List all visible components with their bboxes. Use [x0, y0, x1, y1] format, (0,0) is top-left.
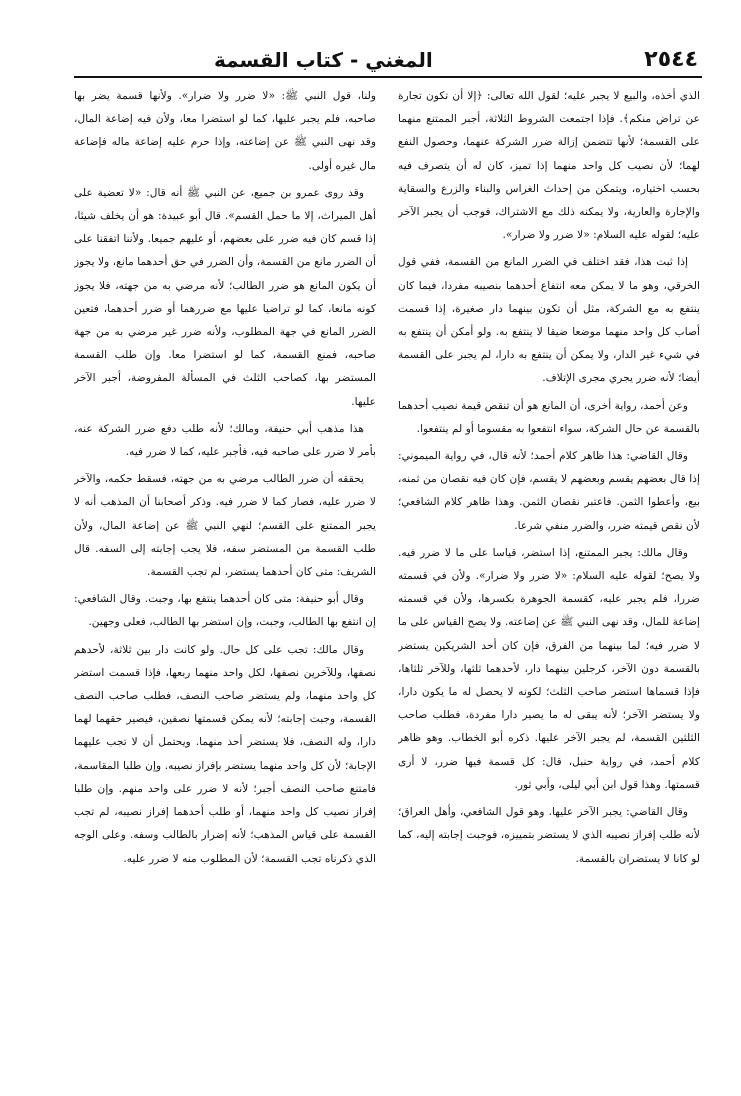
paragraph: وقد روى عمرو بن جميع، عن النبي ﷺ أنه قال: «لا تعضية على أهل الميراث، إلا ما حمل القسم». قال أبو عبيدة: هو أن يخلف شيئا، إذا قسم كان فيه ضرر على بعضهم، أو عليهم جميعا. ولأننا اتفقنا على أن الضرر مانع من القسمة، وأن الضرر في حق أحدهما مانع، ولا يجوز أن يكون المانع هو ضرر الطالب؛ لأنه مرضي به من جهته، فلا يجوز كونه مانعا، كما لو تراضيا عليها مع ضررهما أو ضرر أحدهما، فتعين الضرر المانع في جهة المطلوب، ولأنه ضرر غير مرضي به من جهة صاحبه، فمنع القسمة، كما لو استضرا معا. وإن طلب القسمة المستضر بها، كصاحب الثلث في المسألة المفروضة، أجبر الآخر عليها. — [74, 185, 376, 408]
right-text-column — [398, 84, 700, 1084]
paragraph: هذا مذهب أبي حنيفة، ومالك؛ لأنه طلب دفع ضرر الشركة عنه، بأمر لا ضرر على صاحبه فيه، فأجبر عليه، كما لا ضرر فيه. — [74, 421, 376, 459]
running-title: المغني - كتاب القسمة — [214, 48, 433, 72]
paragraph: وعن أحمد، رواية أخرى، أن المانع هو أن تنقص قيمة نصيب أحدهما بالقسمة عن حال الشركة، سواء انتفعوا به مقسوما أو لم ينتفعوا. — [398, 398, 700, 435]
page-number: ٢٥٤٤ — [644, 47, 698, 72]
page-header — [74, 38, 702, 74]
paragraph: الذي أخذه، والبيع لا يجبر عليه؛ لقول الله تعالى: ﴿إلا أن تكون تجارة عن تراض منكم﴾. فإذا اجتمعت الشروط الثلاثة، أجبر الممتنع منهما على القسمة؛ لأنها تتضمن إزالة ضرر الشركة عنهما، وحصول النفع لهما؛ لأن نصيب كل واحد منهما إذا تميز، كان له أن يتصرف فيه بحسب اختياره، ويتمكن من إحداث الغراس والبناء والزرع والسقاية والإجارة والعارية، ولا يمكنه ذلك مع الاشتراك، فوجب أن يجبر الآخر عليه؛ لقوله عليه السلام: «لا ضرر ولا ضرار». — [398, 89, 700, 242]
paragraph: يحققه أن ضرر الطالب مرضي به من جهته، فسقط حكمه، والآخر لا ضرر عليه، فصار كما لا ضرر فيه. وذكر أصحابنا أن المذهب أنه لا يجبر الممتنع على القسم؛ لنهي النبي ﷺ عن إضاعة المال، ولأن طلب القسمة من المستضر سفه، فلا يجب إجابته إلى السفه. قال الشريف: متى كان أحدهما يستضر، لم تجب القسمة. — [74, 472, 376, 579]
header-divider — [74, 76, 702, 78]
left-text-column — [74, 84, 376, 1084]
paragraph: وقال القاضي: يجبر الآخر عليها. وهو قول الشافعي، وأهل العراق؛ لأنه طلب إفراز نصيبه الذي لا يستضر بتمييزه، فوجبت إجابته إليه، كما لو كانا لا يستضران بالقسمة. — [398, 805, 700, 865]
paragraph: ولنا، قول النبي ﷺ: «لا ضرر ولا ضرار». ولأنها قسمة يضر بها صاحبه، فلم يجبر عليها، كما لو استضرا معا، ولأن فيه إضاعة المال، وقد نهى النبي ﷺ عن إضاعته، وإذا حرم عليه إضاعة ماله فإضاعة مال غيره أولى. — [74, 89, 376, 172]
paragraph: وقال مالك: يجبر الممتنع، إذا استضر، قياسا على ما لا ضرر فيه. ولا يصح؛ لقوله عليه السلام: «لا ضرر ولا ضرار». ولأن في قسمته ضررا، فلم يجبر عليه، كقسمة الجوهرة بكسرها، ولأن في قسمته إضاعة للمال، وقد نهى النبي ﷺ عن إضاعته. ولا يصح القياس على ما لا ضرر فيه؛ لما بينهما من الفرق، فإن كان أحد الشريكين يستضر بالقسمة دون الآخر، كرجلين بينهما دار، لأحدهما ثلثها، وللآخر ثلثاها، فإذا قسماها استضر صاحب الثلث؛ لكونه لا يحصل له ما يكون دارا، ولا يستضر الآخر؛ لأنه يبقى له ما يصير دارا مفردة، فطلب صاحب الثلثين القسمة، لم يجبر الآخر عليها. ذكره أبو الخطاب. وهو ظاهر كلام أحمد، في رواية حنبل، قال: كل قسمة فيها ضرر، لا أرى قسمتها. وهذا قول ابن أبي ليلى، وأبي ثور. — [398, 545, 700, 791]
paragraph: وقال مالك: تجب على كل حال. ولو كانت دار بين ثلاثة، لأحدهم نصفها، وللآخرين نصفها، لكل واحد منهما ربعها، فإذا قسمت استضر كل واحد منهما، ولم يستضر صاحب النصف، فطلب صاحب النصف القسمة، وجبت إجابته؛ لأنه يمكن قسمتها نصفين، فيصير حقهما لهما دارا، وله النصف، فلا يستضر أحد منهما. ويحتمل أن لا تجب عليهما الإجابة؛ لأن كل واحد منهما يستضر بإفراز نصيبه. وإن طلبا المقاسمة، فامتنع صاحب النصف أجبر؛ لأنه لا ضرر على واحد منهم. وإن طلبا إفراز نصيب كل واحد منهما، أو طلب أحدهما إفراز نصيبه، لم تجب القسمة على قياس المذهب؛ لأنه إضرار بالطالب وسفه. وعلى الوجه الذي ذكرناه تجب القسمة؛ لأن المطلوب منه لا ضرر عليه. — [74, 642, 376, 865]
paragraph: وقال القاضي: هذا ظاهر كلام أحمد؛ لأنه قال، في رواية الميموني: إذا قال بعضهم يقسم وبعضهم لا يقسم، فإن كان فيه نقصان من ثمنه، بيع، وأعطوا الثمن. فاعتبر نقصان الثمن. وهذا ظاهر كلام الشافعي؛ لأن نقص قيمته ضرر، والضرر منفي شرعا. — [398, 449, 700, 532]
paragraph: وقال أبو حنيفة: متى كان أحدهما ينتفع بها، وجبت. وقال الشافعي: إن انتفع بها الطالب، وجبت، وإن استضر بها الطالب، فعلى وجهين. — [74, 592, 376, 629]
paragraph: إذا ثبت هذا، فقد اختلف في الضرر المانع من القسمة، ففي قول الخرقي، وهو ما لا يمكن معه انتفاع أحدهما بنصيبه مفردا، فيما كان ينتفع به مع الشركة، مثل أن تكون بينهما دار صغيرة، إذا قسمت أصاب كل واحد منهما موضعا ضيقا لا ينتفع به. ولو أمكن أن ينتفع به في شيء غير الدار، ولا يمكن أن ينتفع به دارا، لم يجبر على القسمة أيضا؛ لأنه ضرر يجري مجرى الإتلاف. — [398, 255, 700, 385]
